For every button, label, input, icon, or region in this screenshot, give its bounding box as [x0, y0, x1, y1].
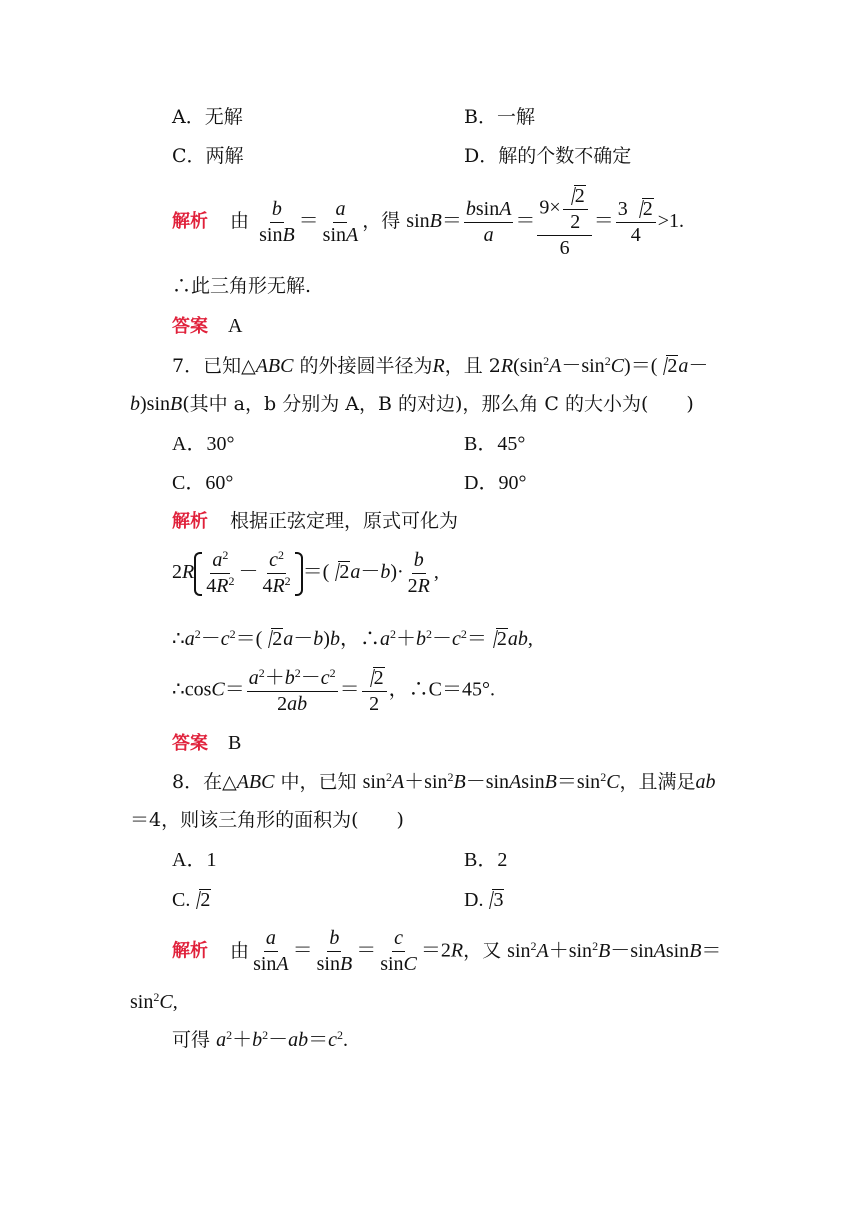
q6-solution: 解析 由 $\frac{b}{\sin B}$ ＝ $\frac{a}{\sin A}$ ，得 sinB＝ $\frac{bsinA}{a}$ ＝ 9× $\frac{2}{2}$ 6 ＝ $\frac{3 2}{4}$ >1. [172, 185, 684, 259]
option-d: D．解的个数不确定 [464, 145, 632, 167]
option-b: B．45° [464, 433, 526, 455]
solution-text: ，得 [362, 210, 401, 232]
fraction: $\frac{a}{\sin A}$ [322, 197, 359, 246]
option-b: B．一解 [464, 106, 535, 128]
option-c: C．60° [172, 472, 234, 494]
q8-solution-cont: $\sin^2C$, [130, 990, 178, 1013]
fraction: $\frac{a}{\sin A}$ [253, 927, 289, 975]
fraction: $\frac{2}{2}$ [362, 667, 387, 715]
option-c: C．两解 [172, 145, 244, 167]
solution-text: ，∴C＝45°. [388, 678, 495, 701]
fraction: $\frac{c^2}{4R^2}$ [262, 548, 291, 597]
solution-text: 由 [230, 210, 250, 232]
right-paren [295, 552, 303, 596]
option-a: A．30° [172, 433, 235, 455]
q8-stem-line2: ＝4，则该三角形的面积为( ) [130, 809, 404, 831]
answer-label: 答案 [172, 316, 208, 337]
q8-stem-line1: 8．在△ABC 中，已知 $\sin^2A+\sin^2B-sinAsinB=\sin^2C$，且满足ab [172, 770, 716, 793]
fraction: $\frac{a^2}{4R^2}$ [206, 548, 235, 597]
fraction: $\frac{a^2+b^2-c^2}{2ab}$ [248, 665, 336, 715]
q6-conclusion: ∴此三角形无解. [172, 275, 312, 297]
solution-text: >1. [657, 210, 684, 232]
option-a: A．无解 [172, 106, 243, 128]
option-a: A．1 [172, 849, 217, 871]
left-paren [194, 552, 202, 596]
fraction: $\frac{3 2}{4}$ [616, 198, 656, 246]
answer-label: 答案 [172, 733, 208, 754]
option-d: D. 3 [464, 889, 504, 911]
solution-text: 由 [230, 939, 250, 962]
fraction: $\frac{c}{\sin C}$ [380, 927, 417, 975]
solution-text: ，又 [463, 939, 502, 962]
stem-text: 中，已知 [280, 771, 357, 793]
solution-text: 可得 [172, 1029, 211, 1051]
q8-solution: 解析 由 $\frac{a}{\sin A}$ ＝ $\frac{b}{\sin B}$ ＝ $\frac{c}{\sin C}$ ＝2R，又 $\sin^2A+\sin^2B-sinAsinB=$ [172, 927, 722, 975]
q6-answer [172, 316, 243, 336]
fraction: $\frac{b}{\sin B}$ [316, 927, 353, 975]
fraction: $\frac{bsinA}{a}$ [465, 197, 512, 246]
option-letter: C. [172, 889, 191, 911]
fraction: $\frac{b}{2R}$ [407, 549, 430, 597]
q7-stem-line1: 7．已知△ABC 的外接圆半径为R，且 $2R(\sin^2A-\sin^2C)=$( 2a－ [172, 354, 709, 377]
option-d: D．90° [464, 472, 527, 494]
option-b: B．2 [464, 849, 508, 871]
answer-value: B [228, 732, 242, 754]
jiexi-label: 解析 [172, 511, 208, 532]
stem-text: 8．在△ [172, 771, 237, 793]
fraction: $\frac{b}{\sin B}$ [259, 197, 295, 246]
stem-text: (其中 a，b 分别为 A，B 的对边)，那么角 C 的大小为( ) [182, 393, 694, 415]
option-letter: D. [464, 889, 484, 911]
jiexi-label: 解析 [172, 211, 208, 232]
q7-solution-intro [172, 512, 458, 531]
option-c: C. 2 [172, 889, 211, 911]
q7-answer [172, 733, 241, 753]
q7-formula-2: $\therefore a^2-c^2=$( 2a－b)b，$\therefore a^2+b^2-c^2= 2ab$, [172, 627, 533, 650]
answer-value: A [228, 315, 243, 337]
stem-text: ，且满足 [619, 771, 696, 793]
stem-text: ，且 2 [444, 355, 501, 377]
q7-stem-line2: b)sinB(其中 a，b 分别为 A，B 的对边)，那么角 C 的大小为( ) [130, 393, 694, 415]
solution-text: 根据正弦定理，原式可化为 [230, 510, 459, 532]
stem-text: 的外接圆半径为 [299, 355, 433, 377]
q7-formula-1: 2R $\frac{a^2}{4R^2}$ － $\frac{c^2}{4R^2}$ ＝( 2a－b)· $\frac{b}{2R}$ , [172, 548, 439, 597]
stem-text: 7．已知△ [172, 355, 256, 377]
q7-formula-3: ∴cosC＝ $\frac{a^2+b^2-c^2}{2ab}$ ＝ $\frac{2}{2}$ ，∴C＝45°. [172, 665, 495, 715]
fraction: 9× $\frac{2}{2}$ 6 [537, 185, 591, 259]
jiexi-label: 解析 [172, 940, 208, 962]
q8-solution-last: 可得 $a^2+b^2-ab=c^2$. [172, 1028, 348, 1051]
